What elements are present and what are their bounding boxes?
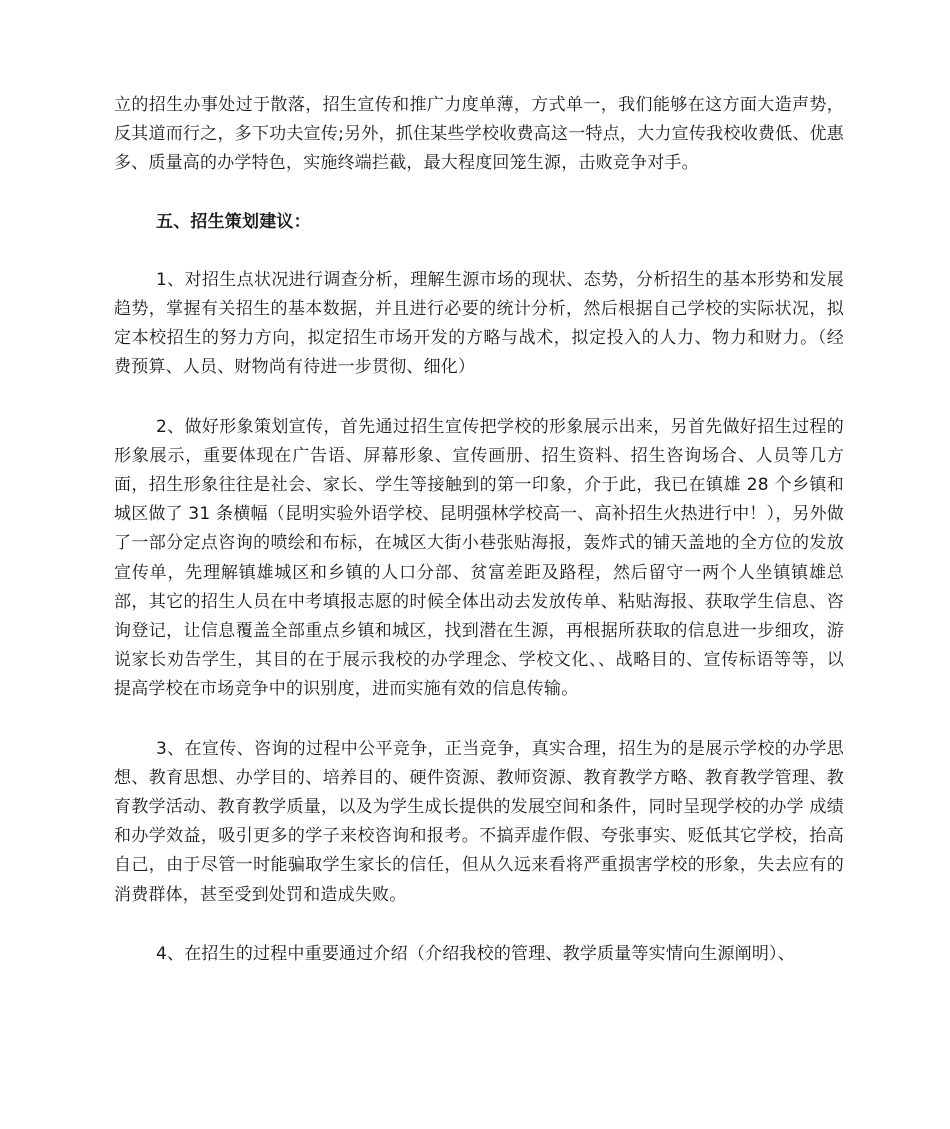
section-heading-five: 五、招生策划建议： (156, 211, 311, 232)
paragraph-item-1: 1、对招生点状况进行调查分析，理解生源市场的现状、态势，分析招生的基本形势和发展趋势，掌握有关招生的基本数据，并且进行必要的统计分析，然后根据自己学校的实际状况，拟定本校招生的努力方向，拟定招生市场开发的方略与战术，拟定投入的人力、物力和财力。（经费预算、人员、财物尚有待进一步贯彻、细化） (114, 269, 844, 378)
document-body (114, 91, 844, 969)
paragraph-item-2: 2、做好形象策划宣传，首先通过招生宣传把学校的形象展示出来，另首先做好招生过程的形象展示，重要体现在广告语、屏幕形象、宣传画册、招生资料、招生咨询场合、人员等几方面，招生形象往往是社会、家长、学生等接触到的第一印象，介于此，我已在镇雄 28 个乡镇和城区做了 31 条横幅（昆明实验外语学校、昆明强林学校高一、高补招生火热进行中！），另外做了一部分定点咨询的喷绘和布标，在城区大街小巷张贴海报，轰炸式的铺天盖地的全方位的发放宣传单，先理解镇雄城区和乡镇的人口分部、贫富差距及路程，然后留守一两个人坐镇镇雄总部，其它的招生人员在中考填报志愿的时候全体出动去发放传单、粘贴海报、获取学生信息、咨询登记，让信息覆盖全部重点乡镇和城区，找到潜在生源，再根据所获取的信息进一步细攻，游说家长劝告学生，其目的在于展示我校的办学理念、学校文化、、战略目的、宣传标语等等，以提高学校在市场竞争中的识别度，进而实施有效的信息传输。 (114, 416, 844, 700)
paragraph-item-4: 4、在招生的过程中重要通过介绍（介绍我校的管理、教学质量等实情向生源阐明）、 (156, 943, 795, 964)
paragraph-item-3: 3、在宣传、咨询的过程中公平竞争，正当竞争，真实合理，招生为的是展示学校的办学思想、教育思想、办学目的、培养目的、硬件资源、教师资源、教育教学方略、教育教学管理、教育教学活动、教育教学质量，以及为学生成长提供的发展空间和条件，同时呈现学校的办学 成绩和办学效益，吸引更多的学子来校咨询和报考。不搞弄虚作假、夸张事实、贬低其它学校，抬高自己，由于尽管一时能骗取学生家长的信任，但从久远来看将严重损害学校的形象，失去应有的消费群体，甚至受到处罚和造成失败。 (114, 738, 844, 905)
paragraph-continuation: 立的招生办事处过于散落，招生宣传和推广力度单薄，方式单一，我们能够在这方面大造声势，反其道而行之，多下功夫宣传;另外，抓住某些学校收费高这一特点，大力宣传我校收费低、优惠多、质量高的办学特色，实施终端拦截，最大程度回笼生源，击败竞争对手。 (114, 95, 844, 174)
